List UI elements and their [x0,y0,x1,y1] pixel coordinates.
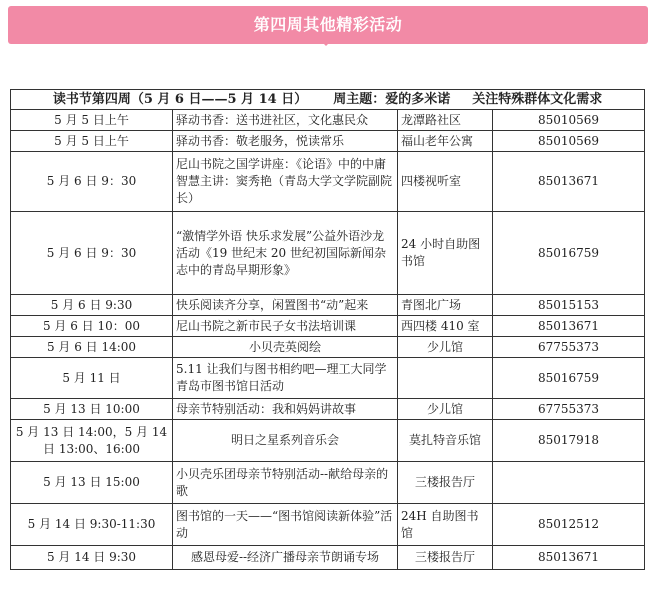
banner-pointer [318,38,334,46]
event-cell: “激情学外语 快乐求发展”公益外语沙龙活动《19 世纪末 20 世纪初国际新闻杂志中的青岛早期形象》 [173,212,398,295]
header-focus: 关注特殊群体文化需求 [472,92,603,107]
table-row [11,337,645,358]
date-cell: 5 月 14 日 9:30-11:30 [11,504,173,546]
banner-title: 第四周其他精彩活动 [253,15,403,34]
event-cell: 母亲节特别活动：我和妈妈讲故事 [173,399,398,420]
date-cell: 5 月 6 日 9:30 [11,295,173,316]
table-row [11,316,645,337]
place-cell: 三楼报告厅 [398,546,493,570]
date-cell: 5 月 13 日 14:00，5 月 14 日 13:00、16:00 [11,420,173,462]
place-cell: 少儿馆 [398,337,493,358]
place-cell [398,358,493,399]
event-cell: 5.11 让我们与图书相约吧—理工大同学青岛市图书馆日活动 [173,358,398,399]
phone-cell: 85016759 [493,212,645,295]
date-cell: 5 月 13 日 10:00 [11,399,173,420]
table-row [11,110,645,131]
phone-cell: 85012512 [493,504,645,546]
table-row [11,420,645,462]
table-row [11,131,645,152]
table-row [11,212,645,295]
place-cell: 三楼报告厅 [398,462,493,504]
table-header-row [11,90,645,110]
table-header [11,90,645,110]
date-cell: 5 月 6 日 10：00 [11,316,173,337]
place-cell: 龙潭路社区 [398,110,493,131]
table-row [11,504,645,546]
phone-cell: 85010569 [493,110,645,131]
schedule-table [10,89,645,570]
date-cell: 5 月 6 日 14:00 [11,337,173,358]
event-cell: 尼山书院之新市民子女书法培训课 [173,316,398,337]
phone-cell: 85013671 [493,316,645,337]
event-cell: 驿动书香：敬老服务，悦读常乐 [173,131,398,152]
event-cell: 驿动书香：送书进社区，文化惠民众 [173,110,398,131]
place-cell: 24H 自助图书馆 [398,504,493,546]
phone-cell: 85016759 [493,358,645,399]
phone-cell: 67755373 [493,399,645,420]
phone-cell: 85017918 [493,420,645,462]
place-cell: 福山老年公寓 [398,131,493,152]
date-cell: 5 月 6 日 9：30 [11,212,173,295]
phone-cell: 85013671 [493,546,645,570]
date-cell: 5 月 5 日上午 [11,110,173,131]
event-cell: 小贝壳英阅绘 [173,337,398,358]
date-cell: 5 月 14 日 9:30 [11,546,173,570]
table-row [11,462,645,504]
table-row [11,295,645,316]
header-theme: 周主题：爱的多米诺 [333,92,451,107]
phone-cell: 67755373 [493,337,645,358]
table-row [11,546,645,570]
phone-cell: 85015153 [493,295,645,316]
phone-cell: 85010569 [493,131,645,152]
header-title: 读书节第四周（5 月 6 日——5 月 14 日） [52,92,308,107]
event-cell: 小贝壳乐团母亲节特别活动--献给母亲的歌 [173,462,398,504]
event-cell: 感恩母爱--经济广播母亲节朗诵专场 [173,546,398,570]
date-cell: 5 月 11 日 [11,358,173,399]
date-cell: 5 月 13 日 15:00 [11,462,173,504]
place-cell: 少儿馆 [398,399,493,420]
place-cell: 莫扎特音乐馆 [398,420,493,462]
table-row [11,399,645,420]
place-cell: 四楼视听室 [398,152,493,212]
event-cell: 快乐阅读齐分享，闲置图书“动”起来 [173,295,398,316]
phone-cell: 85013671 [493,152,645,212]
event-cell: 尼山书院之国学讲座：《论语》中的中庸智慧主讲：窦秀艳（青岛大学文学院副院长） [173,152,398,212]
event-cell: 图书馆的一天——“图书馆阅读新体验”活动 [173,504,398,546]
place-cell: 西四楼 410 室 [398,316,493,337]
place-cell: 青图北广场 [398,295,493,316]
event-cell: 明日之星系列音乐会 [173,420,398,462]
place-cell: 24 小时自助图书馆 [398,212,493,295]
table-row [11,358,645,399]
date-cell: 5 月 5 日上午 [11,131,173,152]
phone-cell [493,462,645,504]
table-row [11,152,645,212]
date-cell: 5 月 6 日 9：30 [11,152,173,212]
